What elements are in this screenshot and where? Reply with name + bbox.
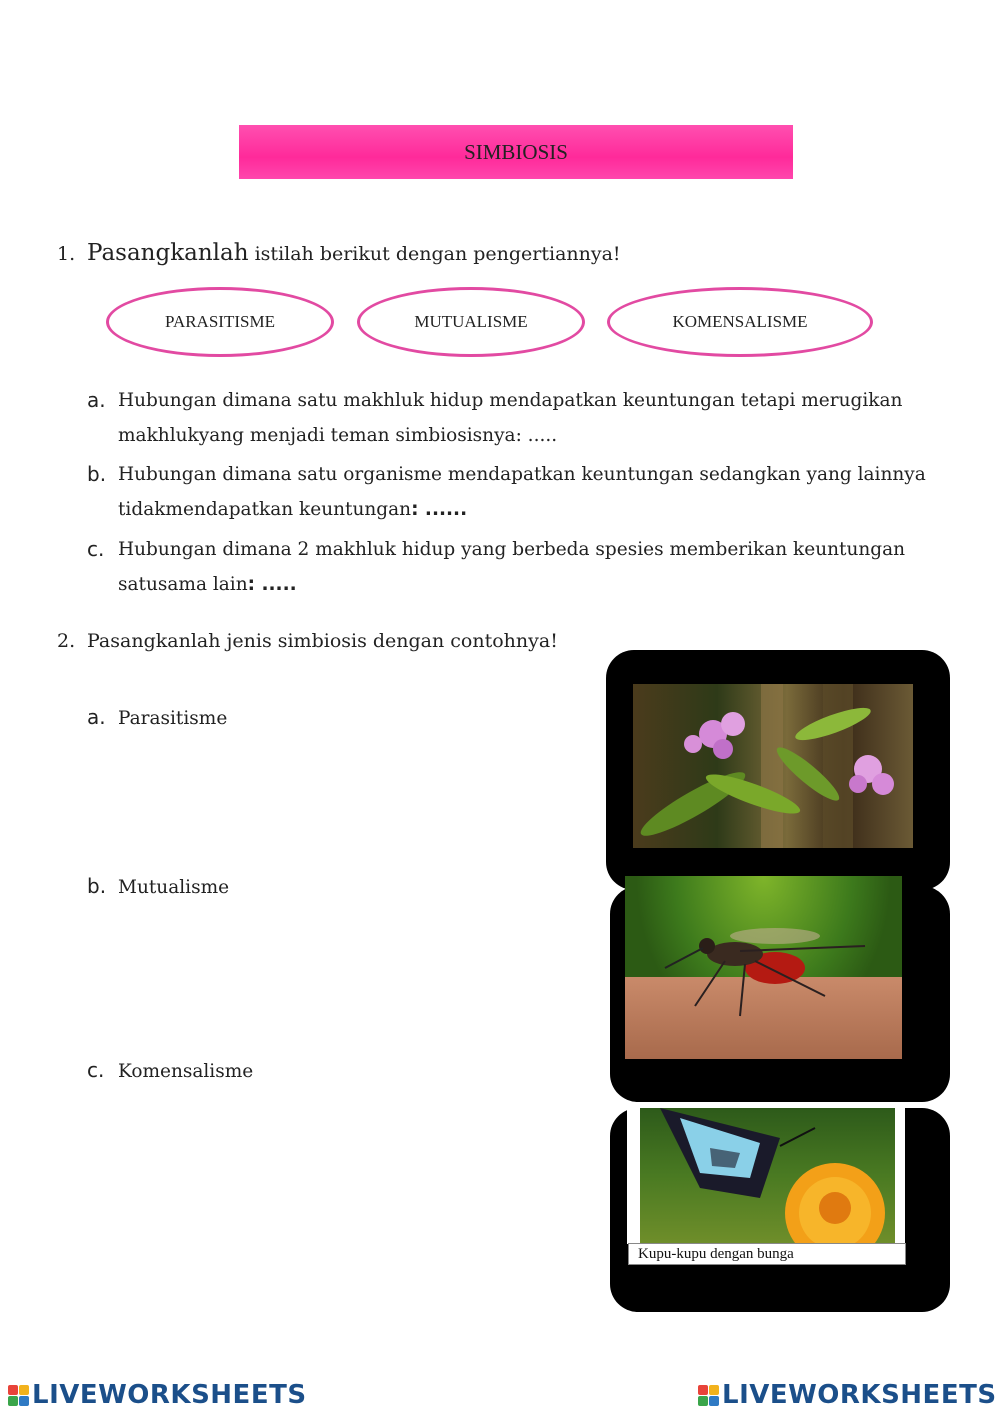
title-banner: [239, 125, 793, 179]
answer-blank[interactable]: : .....: [247, 574, 297, 595]
type-item-komensalisme[interactable]: [87, 1058, 253, 1082]
term-oval-mutualisme[interactable]: [357, 287, 585, 357]
question-number: 1.: [57, 243, 76, 265]
term-oval-komensalisme[interactable]: [607, 287, 873, 357]
footer-logo-right: [698, 1378, 997, 1412]
term-label: KOMENSALISME: [672, 312, 808, 331]
type-item-mutualisme[interactable]: [87, 874, 229, 898]
brand-text: LIVEWORKSHEETS: [722, 1380, 997, 1410]
term-oval-parasitisme[interactable]: [106, 287, 334, 357]
item-text: Hubungan dimana satu makhluk hidup mendapatkan keuntungan tetapi merugikan makhlukyang menjadi teman simbiosisnya: .....: [118, 390, 903, 446]
type-label: Mutualisme: [118, 877, 230, 898]
question-number: 2.: [57, 630, 76, 652]
question-text: istilah berikut dengan pengertiannya!: [248, 243, 621, 265]
brand-text: LIVEWORKSHEETS: [32, 1380, 307, 1410]
item-letter: b.: [87, 874, 107, 898]
item-text: Hubungan dimana satu organisme mendapatkan keuntungan sedangkan yang lainnya tidakmendapatkan keuntungan: [118, 464, 926, 520]
type-label: Komensalisme: [118, 1061, 254, 1082]
page-title: SIMBIOSIS: [464, 139, 568, 164]
term-label: PARASITISME: [165, 312, 275, 331]
item-letter: c.: [87, 1058, 105, 1082]
image-caption: Kupu-kupu dengan bunga: [628, 1243, 906, 1265]
question-2: [57, 630, 558, 652]
definition-item-c: [87, 532, 967, 602]
type-label: Parasitisme: [118, 708, 228, 729]
answer-blank[interactable]: : ......: [411, 499, 468, 520]
definition-item-b: [87, 457, 967, 527]
item-letter: a.: [87, 388, 106, 412]
term-label: MUTUALISME: [414, 312, 528, 331]
question-text: Pasangkanlah jenis simbiosis dengan contohnya!: [87, 630, 558, 652]
item-letter: a.: [87, 705, 106, 729]
footer-logo-left: [8, 1378, 307, 1412]
orchid-photo: [633, 684, 913, 848]
logo-icon: [698, 1385, 719, 1406]
butterfly-photo-frame: [627, 1108, 905, 1244]
butterfly-photo: [640, 1108, 895, 1244]
question-1: [57, 240, 621, 266]
definition-item-a: [87, 383, 967, 453]
item-letter: c.: [87, 537, 105, 561]
logo-icon: [8, 1385, 29, 1406]
question-lead: Pasangkanlah: [87, 240, 249, 266]
mosquito-photo: [625, 876, 902, 1059]
item-letter: b.: [87, 462, 107, 486]
type-item-parasitisme[interactable]: [87, 705, 227, 729]
item-text: Hubungan dimana 2 makhluk hidup yang berbeda spesies memberikan keuntungan satusama lain: [118, 539, 906, 595]
